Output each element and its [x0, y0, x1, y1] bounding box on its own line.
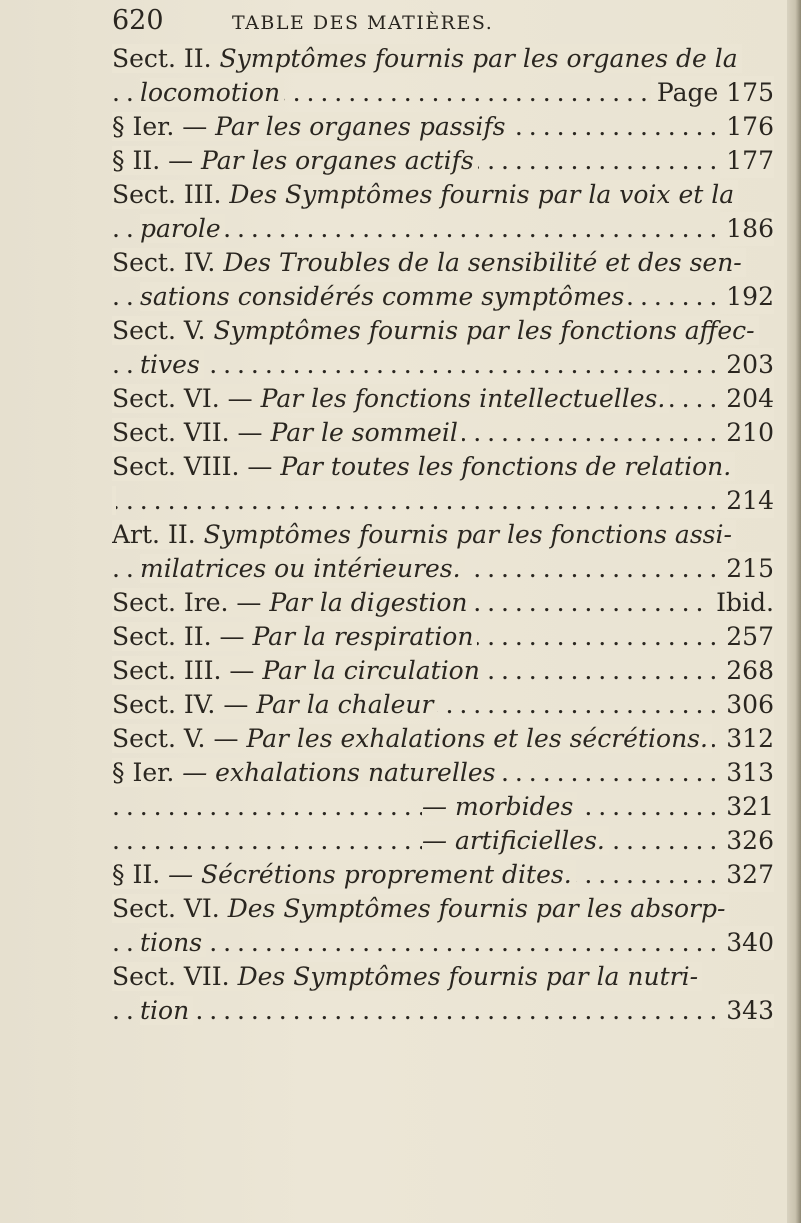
toc-entry-text [140, 78, 284, 107]
toc-entry-label: Sect. Ire. — [112, 588, 262, 617]
toc-entry-title: milatrices ou intérieures. [140, 554, 461, 583]
toc-entry-page: Ibid. [710, 586, 774, 620]
toc-entry-label: § Ier. — [112, 112, 208, 141]
toc-entry-text [112, 894, 729, 923]
page-number: 620 [112, 5, 164, 36]
dot-leader [112, 484, 774, 518]
toc-entry [112, 552, 774, 586]
toc-entry-text [112, 962, 702, 991]
toc-entry-page: 306 [720, 688, 774, 722]
toc-entry [112, 382, 774, 416]
toc-entry [112, 348, 774, 382]
toc-entry-title: Par la digestion [269, 588, 468, 617]
toc-entry [112, 450, 774, 484]
toc-entry-label: Sect. VII. — [112, 418, 263, 447]
toc-entry-title: tives [140, 350, 200, 379]
toc-entry-title: Par le sommeil [270, 418, 458, 447]
toc-entry [112, 994, 774, 1028]
toc-entry [112, 620, 774, 654]
toc-entry-text [112, 384, 669, 413]
toc-entry [112, 246, 774, 280]
toc-entry-page: 192 [720, 280, 774, 314]
toc-entry-title: Des Symptômes fournis par la nutri- [237, 962, 699, 991]
toc-entry-title: Des Symptômes fournis par la voix et la [229, 180, 735, 209]
toc-entry-title: Symptômes fournis par les fonctions assi- [203, 520, 732, 549]
toc-entry-title: sations considérés comme symptômes [140, 282, 625, 311]
toc-entry-label: Sect. VI. — [112, 384, 253, 413]
toc-entry-text [140, 554, 465, 583]
toc-entry-text [112, 622, 477, 651]
toc-entry [112, 144, 774, 178]
toc-entry-page: 257 [720, 620, 774, 654]
toc-entry-title: Des Symptômes fournis par les absorp- [227, 894, 726, 923]
toc-entry-page: 204 [720, 382, 774, 416]
toc-entry [112, 756, 774, 790]
toc-entry-title: Par les fonctions intellectuelles. [260, 384, 666, 413]
toc-entry-label: Sect. V. [112, 316, 206, 345]
toc-entry-label: Sect. VIII. — [112, 452, 273, 481]
toc-entry [112, 722, 774, 756]
toc-entry-text [112, 690, 437, 719]
toc-entry-label: Sect. III. — [112, 656, 255, 685]
toc-entry-text [112, 724, 712, 753]
toc-entry-page: 177 [720, 144, 774, 178]
toc-entry-label: Sect. IV. — [112, 690, 249, 719]
toc-entry [112, 178, 774, 212]
toc-entry-page: 268 [720, 654, 774, 688]
toc-entry [112, 960, 774, 994]
toc-entry [112, 824, 774, 858]
toc-entry-label: Sect. II. — [112, 622, 245, 651]
toc-entry-text [140, 928, 206, 957]
toc-entry-text [112, 656, 484, 685]
toc-entry-text [112, 418, 462, 447]
toc-entry [112, 280, 774, 314]
toc-entry-text [112, 316, 759, 345]
toc-entry [112, 926, 774, 960]
toc-entry-title: tions [140, 928, 203, 957]
toc-entry-page: 186 [720, 212, 774, 246]
dot-leader [112, 348, 774, 382]
toc-entry-title: Symptômes fournis par les fonctions affec- [213, 316, 755, 345]
toc-entry-title: tion [140, 996, 190, 1025]
toc-entry-label: Sect. III. [112, 180, 222, 209]
toc-entry-text [112, 112, 509, 141]
toc-entry-text [112, 758, 499, 787]
toc-entry-page: 327 [720, 858, 774, 892]
toc-entry-text [112, 520, 736, 549]
toc-entry-title: Par les exhalations et les sécrétions. [246, 724, 708, 753]
toc-entry-text [140, 214, 225, 243]
toc-entry [112, 212, 774, 246]
toc-entry-page: 343 [720, 994, 774, 1028]
toc-entry-title: Par la circulation [262, 656, 480, 685]
toc-entry-label: Sect. VII. [112, 962, 230, 991]
toc-entry-title: Symptômes fournis par les organes de la [219, 44, 738, 73]
toc-entry-page: 215 [720, 552, 774, 586]
toc-entry-title: — exhalations naturelles [182, 758, 496, 787]
toc-entry-page: 210 [720, 416, 774, 450]
toc-entry-text [422, 792, 577, 821]
toc-entry-page: 312 [720, 722, 774, 756]
toc-entry-title: — morbides [422, 792, 574, 821]
toc-entry [112, 484, 774, 518]
toc-entry [112, 790, 774, 824]
toc-entry [112, 110, 774, 144]
toc-entry [112, 858, 774, 892]
toc-entry-text [140, 282, 628, 311]
page-edge [787, 0, 801, 1223]
toc-entry-label: Sect. II. [112, 44, 212, 73]
toc-entry [112, 76, 774, 110]
toc-entry-label: Sect. V. — [112, 724, 239, 753]
toc-entry-title: — Sécrétions proprement dites. [168, 860, 572, 889]
toc-entry-title: Par les organes passifs [215, 112, 506, 141]
toc-entry-page: 326 [720, 824, 774, 858]
toc-entry-page: 340 [720, 926, 774, 960]
toc-entry-text [422, 826, 609, 855]
running-title: TABLE DES MATIÈRES. [232, 12, 494, 34]
toc-entry-text [112, 452, 735, 481]
toc-entry-title: parole [140, 214, 221, 243]
toc-entry [112, 416, 774, 450]
toc-entry-label: Sect. VI. [112, 894, 220, 923]
toc-entry-title: Par toutes les fonctions de relation. [280, 452, 732, 481]
toc-entry-label: § II. — [112, 146, 194, 175]
toc-entry-text [140, 350, 204, 379]
toc-entry-page: 176 [720, 110, 774, 144]
toc-entry-text [112, 180, 738, 209]
toc-entry-page: 203 [720, 348, 774, 382]
toc-entry-title: Par la chaleur [256, 690, 434, 719]
toc-entry-text [112, 44, 742, 73]
toc-entry [112, 42, 774, 76]
toc-entry [112, 518, 774, 552]
dot-leader [112, 926, 774, 960]
toc-entry-page: 214 [720, 484, 774, 518]
toc-entry-label: § II. [112, 860, 161, 889]
toc-entry-label: Art. II. [112, 520, 196, 549]
toc-entry-text [112, 588, 472, 617]
toc-entry [112, 688, 774, 722]
page-header [112, 4, 672, 38]
toc-entry-page: Page 175 [651, 76, 774, 110]
toc-entry-text [112, 146, 478, 175]
toc-entry-title: Par les organes actifs [201, 146, 474, 175]
toc-entry [112, 654, 774, 688]
table-of-contents [112, 42, 774, 1028]
toc-entry-label: Sect. IV. [112, 248, 216, 277]
toc-entry-title: — artificielles. [422, 826, 605, 855]
toc-entry-page: 321 [720, 790, 774, 824]
toc-entry [112, 314, 774, 348]
toc-entry-text [112, 248, 746, 277]
toc-entry-title: Des Troubles de la sensibilité et des sen- [223, 248, 742, 277]
toc-entry-text [112, 860, 576, 889]
toc-entry-title: locomotion [140, 78, 281, 107]
toc-entry-title: Par la respiration [252, 622, 474, 651]
toc-entry [112, 892, 774, 926]
toc-entry-text [140, 996, 193, 1025]
toc-entry [112, 586, 774, 620]
dot-leader [112, 994, 774, 1028]
toc-entry-text [112, 486, 116, 515]
toc-entry-label: § Ier. [112, 758, 175, 787]
toc-entry-page: 313 [720, 756, 774, 790]
